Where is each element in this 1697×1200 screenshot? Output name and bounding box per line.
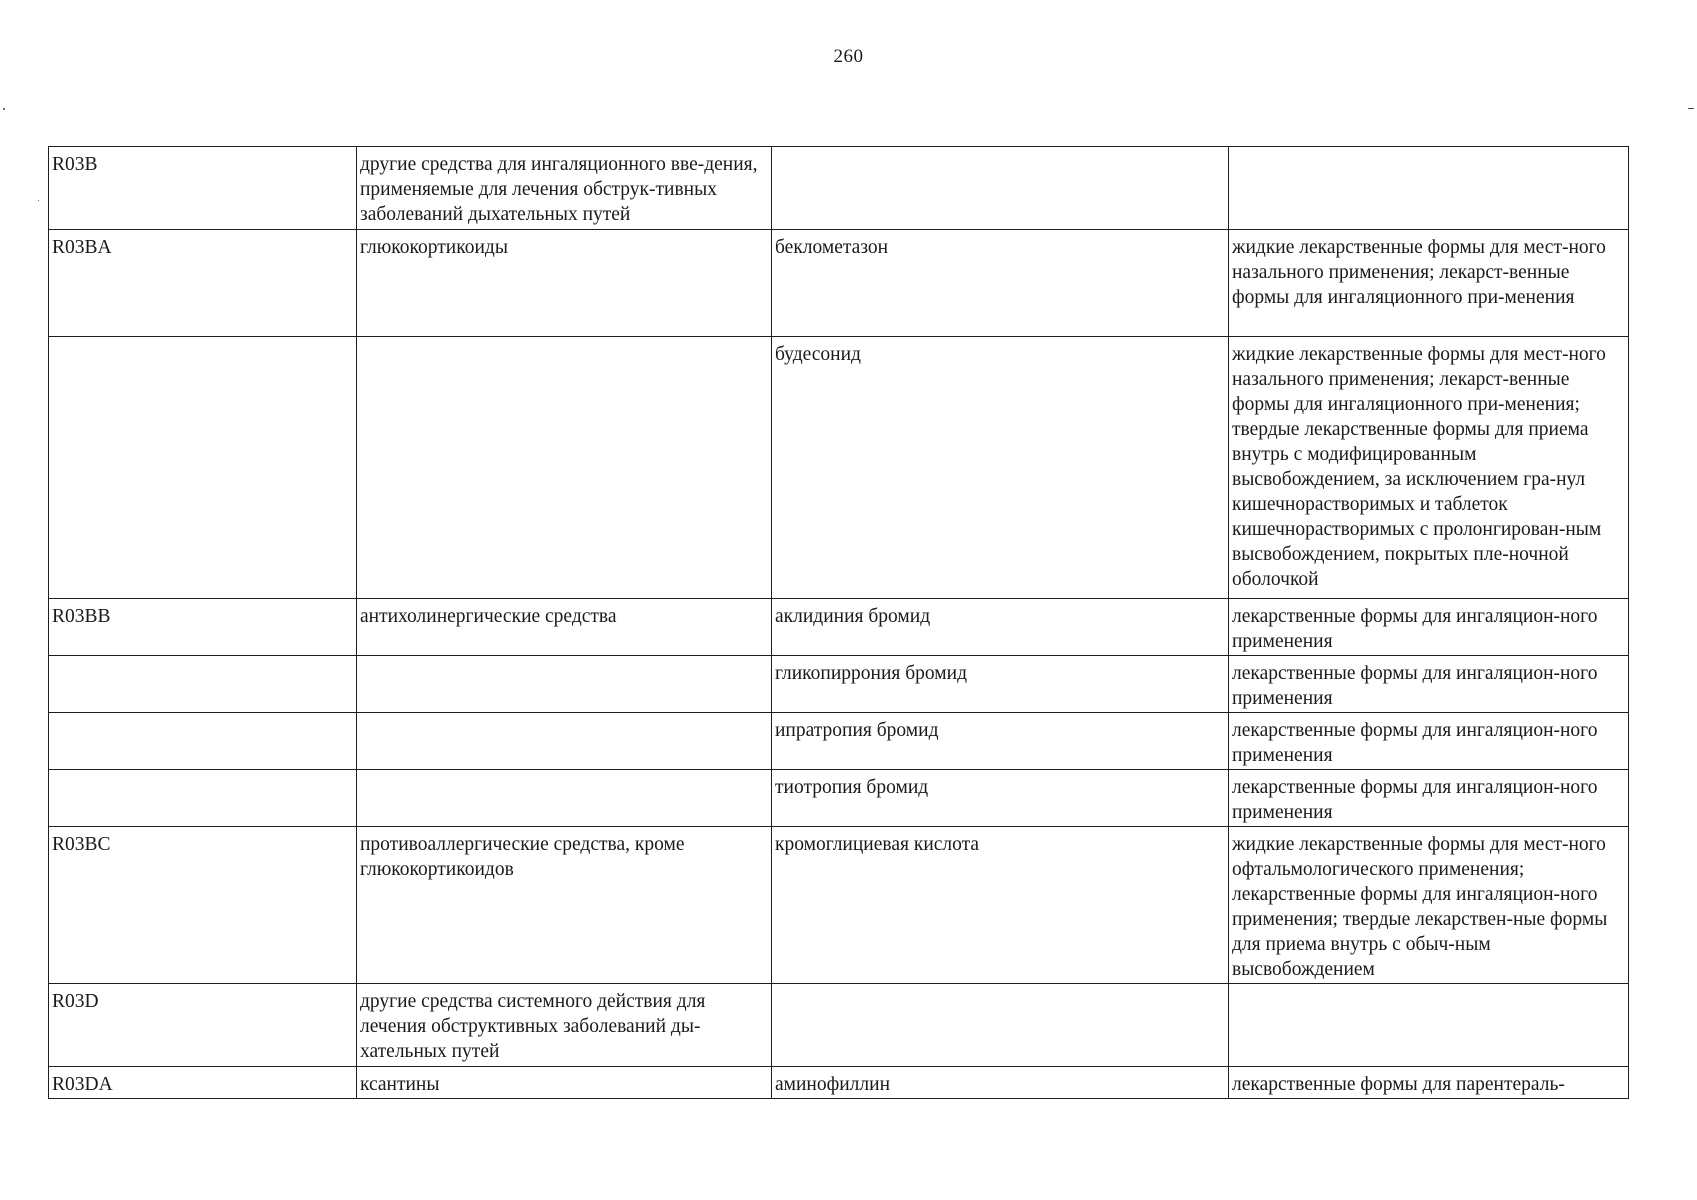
table-row xyxy=(49,770,1629,827)
atc-code-cell xyxy=(49,337,357,599)
table-row xyxy=(49,1067,1629,1099)
substance-cell: аминофиллин xyxy=(772,1067,1229,1099)
table-row xyxy=(49,656,1629,713)
table-row xyxy=(49,827,1629,984)
dosage-forms-cell: жидкие лекарственные формы для мест-ного назального применения; лекарст-венные формы для ингаляционного при-менения xyxy=(1229,230,1629,337)
atc-code-cell: R03D xyxy=(49,984,357,1067)
atc-code-cell: R03BC xyxy=(49,827,357,984)
substance-cell xyxy=(772,147,1229,230)
atc-code-cell: R03BA xyxy=(49,230,357,337)
substance-cell: будесонид xyxy=(772,337,1229,599)
group-name-cell: другие средства системного действия для лечения обструктивных заболеваний ды-хательных путей xyxy=(357,984,772,1067)
table-row xyxy=(49,230,1629,337)
dosage-forms-cell: жидкие лекарственные формы для мест-ного офтальмологического применения; лекарственные формы для ингаляцион-ного применения; твердые лекарствен-ные формы для приема внутрь с обыч-ным высвобождением xyxy=(1229,827,1629,984)
table-row xyxy=(49,599,1629,656)
scan-speck xyxy=(3,108,5,110)
atc-code-cell xyxy=(49,656,357,713)
scan-speck xyxy=(1688,108,1694,109)
table-row xyxy=(49,147,1629,230)
substance-cell xyxy=(772,984,1229,1067)
substance-cell: тиотропия бромид xyxy=(772,770,1229,827)
group-name-cell: глюкокортикоиды xyxy=(357,230,772,337)
dosage-forms-cell: лекарственные формы для ингаляцион-ного применения xyxy=(1229,770,1629,827)
dosage-forms-cell xyxy=(1229,984,1629,1067)
substance-cell: беклометазон xyxy=(772,230,1229,337)
group-name-cell: другие средства для ингаляционного вве-дения, применяемые для лечения обструк-тивных заболеваний дыхательных путей xyxy=(357,147,772,230)
group-name-cell: антихолинергические средства xyxy=(357,599,772,656)
table-row xyxy=(49,337,1629,599)
dosage-forms-cell: лекарственные формы для ингаляцион-ного применения xyxy=(1229,599,1629,656)
drug-table xyxy=(48,146,1629,1099)
page-number: 260 xyxy=(833,46,864,67)
group-name-cell xyxy=(357,770,772,827)
table-row xyxy=(49,713,1629,770)
atc-code-cell: R03B xyxy=(49,147,357,230)
dosage-forms-cell: лекарственные формы для ингаляцион-ного применения xyxy=(1229,656,1629,713)
group-name-cell xyxy=(357,713,772,770)
atc-code-cell xyxy=(49,713,357,770)
substance-cell: аклидиния бромид xyxy=(772,599,1229,656)
table-row xyxy=(49,984,1629,1067)
substance-cell: гликопиррония бромид xyxy=(772,656,1229,713)
substance-cell: ипратропия бромид xyxy=(772,713,1229,770)
substance-cell: кромоглициевая кислота xyxy=(772,827,1229,984)
dosage-forms-cell: жидкие лекарственные формы для мест-ного назального применения; лекарст-венные формы для ингаляционного при-менения; твердые лекарственные формы для приема внутрь с модифицированным высвобождением, за исключением гра-нул кишечнорастворимых и таблеток кишечнорастворимых с пролонгирован-ным высвобождением, покрытых пле-ночной оболочкой xyxy=(1229,337,1629,599)
dosage-forms-cell: лекарственные формы для ингаляцион-ного применения xyxy=(1229,713,1629,770)
dosage-forms-cell: лекарственные формы для парентераль- xyxy=(1229,1067,1629,1099)
group-name-cell: ксантины xyxy=(357,1067,772,1099)
group-name-cell: противоаллергические средства, кроме глюкокортикоидов xyxy=(357,827,772,984)
atc-code-cell: R03BB xyxy=(49,599,357,656)
dosage-forms-cell xyxy=(1229,147,1629,230)
atc-code-cell: R03DA xyxy=(49,1067,357,1099)
atc-code-cell xyxy=(49,770,357,827)
group-name-cell xyxy=(357,656,772,713)
scan-speck xyxy=(38,200,39,201)
group-name-cell xyxy=(357,337,772,599)
